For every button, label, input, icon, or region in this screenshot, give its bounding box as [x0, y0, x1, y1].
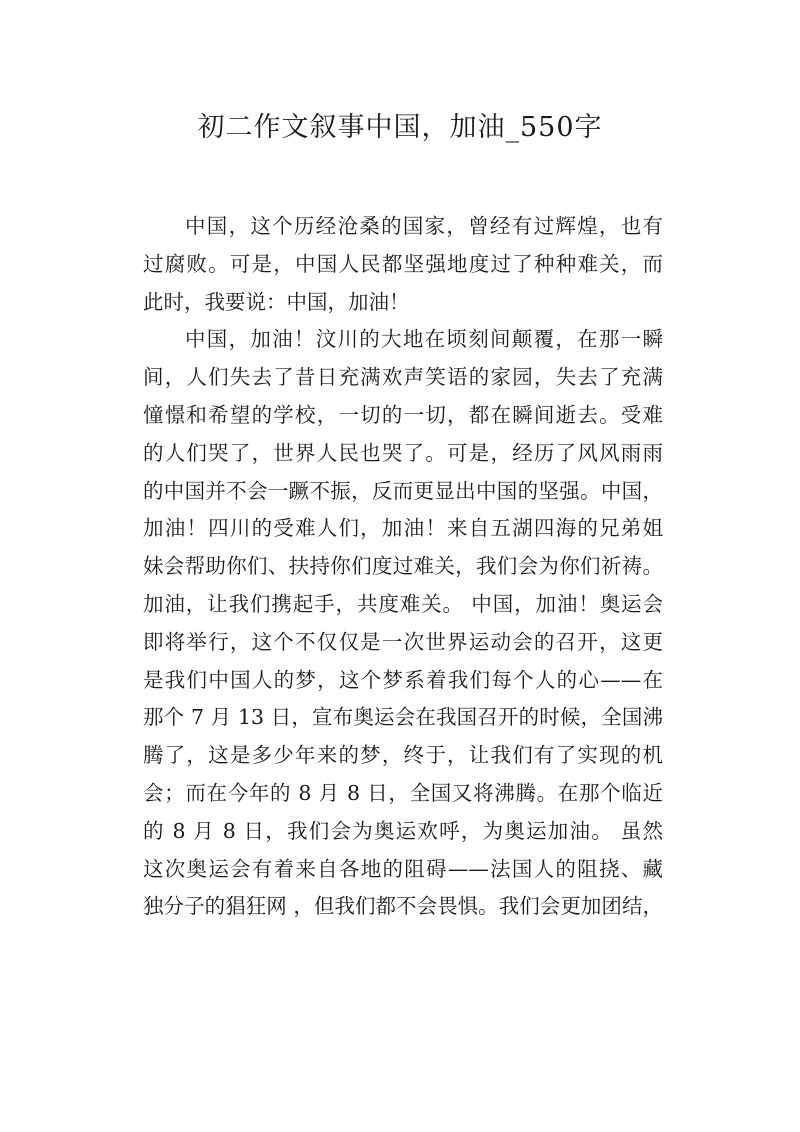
- document-body: [143, 208, 663, 926]
- text-line: 即将举行，这个不仅仅是一次世界运动会的召开，这更: [143, 629, 663, 654]
- text-line: 中国，这个历经沧桑的国家，曾经有过辉煌，也有: [185, 214, 663, 238]
- text-line: 那个 7 月 13 日，宣布奥运会在我国召开的时候，全国沸: [143, 705, 663, 730]
- text-line: 加油！四川的受难人们，加油！来自五湖四海的兄弟姐: [143, 516, 663, 541]
- document-title: 初二作文叙事中国，加油_550字: [197, 112, 603, 143]
- text-line: 加油，让我们携起手，共度难关。 中国，加油！奥运会: [143, 591, 663, 616]
- text-line: 的中国并不会一蹶不振，反而更显出中国的坚强。中国，: [143, 478, 663, 503]
- text-line: 间，人们失去了昔日充满欢声笑语的家园，失去了充满: [143, 365, 663, 390]
- text-line: 腾了，这是多少年来的梦，终于，让我们有了实现的机: [143, 743, 663, 768]
- text-line: 中国，加油！汶川的大地在顷刻间颠覆，在那一瞬: [185, 327, 663, 352]
- text-line: 这次奥运会有着来自各地的阻碍——法国人的阻挠、藏: [143, 856, 663, 881]
- text-line: 的人们哭了，世界人民也哭了。可是，经历了风风雨雨: [143, 440, 663, 465]
- text-line: 独分子的猖狂网 ，但我们都不会畏惧。我们会更加团结，: [143, 894, 663, 919]
- text-line: 是我们中国人的梦，这个梦系着我们每个人的心——在: [143, 667, 663, 692]
- text-line: 会；而在今年的 8 月 8 日，全国又将沸腾。在那个临近: [143, 780, 663, 805]
- text-line: 的 8 月 8 日，我们会为奥运欢呼，为奥运加油。 虽然: [143, 818, 663, 843]
- text-line: 此时，我要说：中国，加油！: [143, 289, 410, 314]
- text-line: 憧憬和希望的学校，一切的一切，都在瞬间逝去。受难: [143, 402, 663, 427]
- text-line: 妹会帮助你们、扶持你们度过难关，我们会为你们祈祷。: [143, 554, 663, 579]
- text-line: 过腐败。可是，中国人民都坚强地度过了种种难关，而: [143, 251, 663, 276]
